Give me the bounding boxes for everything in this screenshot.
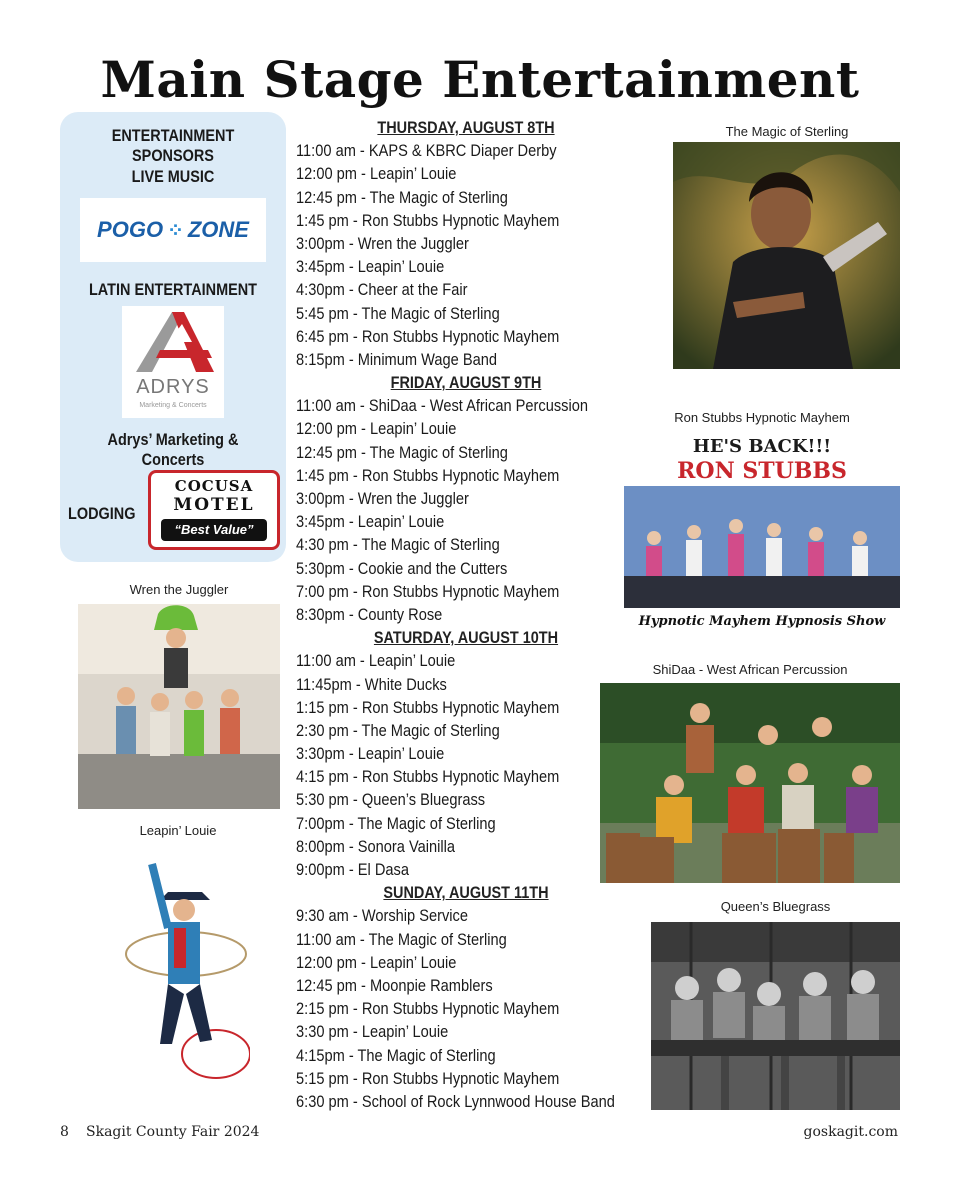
sponsors-heading: ENTERTAINMENT SPONSORS: [111, 126, 235, 165]
schedule-item: 4:15pm - The Magic of Sterling: [296, 1045, 496, 1065]
leapin-louie-photo: [106, 844, 250, 1110]
magician-photo-image: [673, 142, 900, 369]
schedule-item: 3:30pm - Leapin’ Louie: [296, 744, 445, 764]
schedule-item: 11:00 am - KAPS & KBRC Diaper Derby: [296, 141, 557, 161]
juggler-photo-image: [78, 604, 280, 809]
schedule-item: 8:15pm - Minimum Wage Band: [296, 349, 497, 369]
schedule-item: 11:00 am - The Magic of Sterling: [296, 929, 507, 949]
latin-entertainment-label: LATIN ENTERTAINMENT: [88, 280, 258, 299]
bluegrass-band-image: [651, 922, 900, 1110]
schedule-item: 9:30 am - Worship Service: [296, 906, 468, 926]
schedule-item: 6:45 pm - Ron Stubbs Hypnotic Mayhem: [296, 326, 560, 346]
lodging-label: LODGING: [68, 504, 136, 523]
shidaa-caption: ShiDaa - West African Percussion: [652, 662, 848, 677]
schedule-item: 6:30 pm - School of Rock Lynnwood House Band: [296, 1091, 615, 1111]
motel-logo-line2: MOTEL: [173, 495, 255, 515]
schedule-item: 12:00 pm - Leapin’ Louie: [296, 164, 457, 184]
pogo-zone-logo: [80, 198, 266, 262]
ron-stubbs-banner-line2: RON STUBBS: [677, 458, 847, 484]
motel-logo-line1: COCUSA: [174, 477, 254, 495]
schedule-item: 7:00 pm - Ron Stubbs Hypnotic Mayhem: [296, 581, 560, 601]
wren-photo: [78, 604, 280, 809]
schedule-item: 5:45 pm - The Magic of Sterling: [296, 303, 500, 323]
ron-stubbs-banner-line1: HE'S BACK!!!: [692, 436, 832, 457]
schedule-item: 8:00pm - Sonora Vainilla: [296, 836, 456, 856]
pogo-dots-icon: ⁘: [167, 219, 184, 242]
pogo-logo-text: POGO: [97, 217, 164, 242]
schedule-item: 4:30 pm - The Magic of Sterling: [296, 535, 500, 555]
drummers-photo-image: [600, 683, 900, 883]
queens-bluegrass-photo: [651, 922, 900, 1110]
schedule-item: 1:45 pm - Ron Stubbs Hypnotic Mayhem: [296, 465, 560, 485]
schedule-item: 12:00 pm - Leapin’ Louie: [296, 952, 457, 972]
schedule-item: 1:15 pm - Ron Stubbs Hypnotic Mayhem: [296, 697, 560, 717]
schedule-item: 12:45 pm - Moonpie Ramblers: [296, 975, 493, 995]
adrys-logo-word: ADRYS: [136, 376, 210, 398]
day-heading: SATURDAY, AUGUST 10TH: [373, 628, 559, 648]
schedule-item: 12:45 pm - The Magic of Sterling: [296, 442, 508, 462]
day-heading: SUNDAY, AUGUST 11TH: [383, 883, 549, 903]
leapin-louie-caption: Leapin’ Louie: [139, 823, 217, 838]
hypnosis-show-image: [624, 486, 900, 608]
ron-stubbs-caption: Ron Stubbs Hypnotic Mayhem: [674, 410, 850, 425]
schedule-item: 3:30 pm - Leapin’ Louie: [296, 1022, 449, 1042]
queens-bluegrass-caption: Queen’s Bluegrass: [720, 899, 831, 914]
schedule-item: 4:30pm - Cheer at the Fair: [296, 280, 468, 300]
shidaa-photo: [600, 683, 900, 883]
live-music-label: LIVE MUSIC: [131, 167, 215, 186]
schedule-item: 8:30pm - County Rose: [296, 604, 443, 624]
cowboy-lasso-image: [106, 844, 250, 1110]
schedule-item: 4:15 pm - Ron Stubbs Hypnotic Mayhem: [296, 767, 560, 787]
schedule-item: 11:00 am - ShiDaa - West African Percussion: [296, 396, 588, 416]
publication-name: Skagit County Fair 2024: [86, 1124, 260, 1140]
schedule-item: 2:30 pm - The Magic of Sterling: [296, 720, 500, 740]
schedule-item: 9:00pm - El Dasa: [296, 860, 409, 879]
motel-tagline: “Best Value”: [161, 519, 267, 541]
adrys-logo: [122, 306, 224, 418]
schedule-item: 5:30 pm - Queen’s Bluegrass: [296, 790, 486, 810]
schedule-item: 3:00pm - Wren the Juggler: [296, 233, 469, 253]
adrys-caption: Adrys’ Marketing & Concerts: [107, 430, 239, 469]
schedule-item: 5:30pm - Cookie and the Cutters: [296, 558, 508, 578]
day-heading: THURSDAY, AUGUST 8TH: [377, 118, 555, 137]
website: goskagit.com: [803, 1124, 898, 1140]
day-heading: FRIDAY, AUGUST 9TH: [390, 373, 542, 393]
zone-logo-text: ZONE: [187, 217, 249, 242]
schedule: [296, 116, 636, 1113]
adrys-a-icon: [122, 306, 224, 376]
schedule-item: 7:00pm - The Magic of Sterling: [296, 813, 496, 833]
sponsors-panel: [60, 112, 286, 562]
schedule-item: 12:00 pm - Leapin’ Louie: [296, 419, 457, 439]
schedule-item: 5:15 pm - Ron Stubbs Hypnotic Mayhem: [296, 1068, 560, 1088]
schedule-item: 12:45 pm - The Magic of Sterling: [296, 187, 508, 207]
schedule-item: 11:00 am - Leapin’ Louie: [296, 651, 456, 671]
page-title: Main Stage Entertainment: [100, 50, 860, 109]
ron-stubbs-photo: [624, 430, 900, 640]
schedule-item: 1:45 pm - Ron Stubbs Hypnotic Mayhem: [296, 210, 560, 230]
adrys-logo-subtitle: Marketing & Concerts: [139, 402, 207, 409]
cocusa-motel-logo: [148, 470, 280, 550]
page-number: 8: [60, 1124, 69, 1140]
sterling-caption: The Magic of Sterling: [725, 124, 849, 139]
schedule-item: 3:45pm - Leapin’ Louie: [296, 512, 445, 532]
schedule-item: 3:00pm - Wren the Juggler: [296, 489, 469, 508]
schedule-item: 3:45pm - Leapin’ Louie: [296, 257, 445, 277]
sterling-photo: [673, 142, 900, 369]
ron-stubbs-banner-line3: Hypnotic Mayhem Hypnosis Show: [638, 614, 886, 629]
schedule-item: 2:15 pm - Ron Stubbs Hypnotic Mayhem: [296, 999, 560, 1019]
wren-caption: Wren the Juggler: [129, 582, 229, 597]
schedule-item: 11:45pm - White Ducks: [296, 674, 447, 694]
